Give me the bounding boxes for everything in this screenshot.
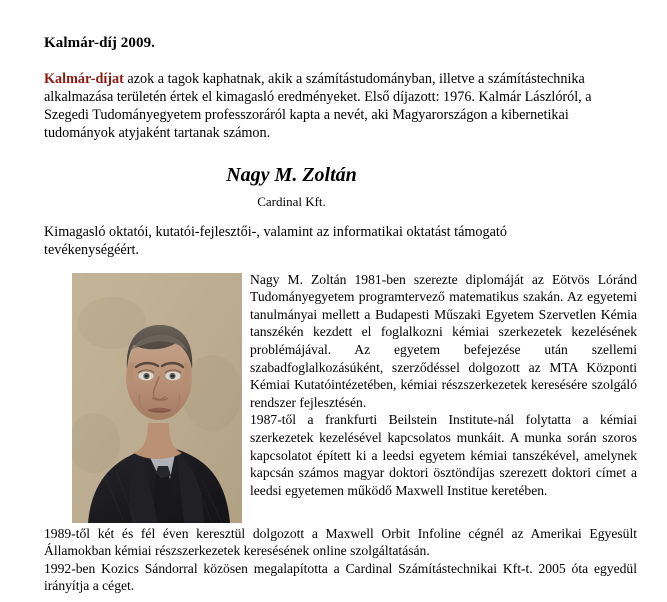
biography-tail [44, 525, 637, 595]
biography-paragraph-2: 1987-től a frankfurti Beilstein Institute-nál folytatta a kémiai szerkezetek kezelésével kapcsolatos munkáit. A munka során szoros kapcsolatot épített ki a leedsi egyetem kémiai tanszékével, amelynek kapcsán számos magyar doktori ösztöndíjas szerezett doktori címet a leedsi egyetemen működő Maxwell Institue keretében. [250, 412, 637, 498]
biography-paragraph-4: 1992-ben Kozics Sándorral közösen megalapította a Cardinal Számítástechnikai Kft-t. 2005 óta egyedül irányítja a céget. [44, 560, 637, 594]
biography-paragraph-3: 1989-től két és fél éven keresztül dolgozott a Maxwell Orbit Infoline cégnél az Amerikai Egyesült Államokban kémiai részszerkezetek keresésének online szolgáltatásán. [44, 525, 637, 559]
award-name-highlight: Kalmár-díjat [44, 70, 124, 87]
intro-body-text: azok a tagok kaphatnak, akik a számítástudományban, illetve a számítástechnika alkalmazása területén értek el kimagasló eredményeket. Első díjazott: 1976. Kalmár Lászlóról, a Szegedi Tudományegyetem professzoráról kapta a nevét, aki Magyarországon a kibernetikai tudományok atyjaként tartanak számon. [44, 70, 592, 142]
laureate-name: Nagy M. Zoltán [226, 163, 357, 186]
laureate-organization: Cardinal Kft. [257, 193, 326, 209]
page-title: Kalmár-díj 2009. [44, 35, 156, 51]
biography-paragraph-1: Nagy M. Zoltán 1981-ben szerezte diplomáját az Eötvös Lóránd Tudományegyetem programtervező matematikus szakán. Az egyetemi tanulmányai mellett a Budapesti Műszaki Egyetem Szervetlen Kémia tanszékén kezdett el foglalkozni kémiai szerkezetek kezelésének problémájával. Az egyetem befejezése után szellemi szabadfoglalkozásúként, szerződéssel dolgozott az MTA Központi Kémiai Kutatóintézetében, kémiai részszerkezetek keresésére szolgáló rendszer fejlesztésén. [250, 271, 637, 410]
biography-with-photo [44, 271, 637, 500]
laureate-photo [72, 273, 242, 523]
portrait-photo-icon [72, 273, 242, 523]
award-citation: Kimagasló oktatói, kutatói-fejlesztői-, valamint az informatikai oktatást támogató tevékenységéért. [44, 224, 507, 259]
intro-paragraph [44, 70, 596, 143]
